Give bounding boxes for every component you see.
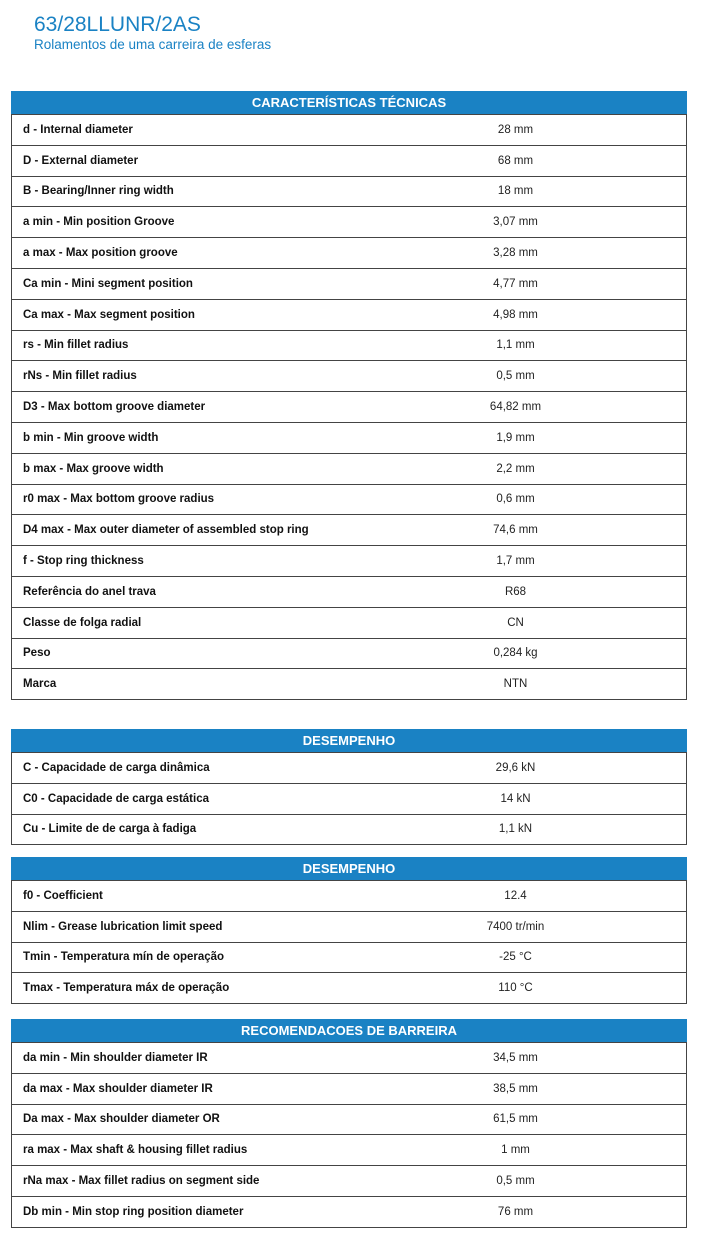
spec-label: r0 max - Max bottom groove radius (23, 493, 215, 506)
spec-label: a max - Max position groove (23, 247, 178, 260)
spec-label: C0 - Capacidade de carga estática (23, 792, 209, 805)
table-row (12, 1104, 686, 1135)
product-subtitle: Rolamentos de uma carreira de esferas (34, 37, 272, 52)
table-row (12, 1196, 686, 1227)
spec-value: 61,5 mm (493, 1113, 538, 1126)
spec-value: 4,77 mm (493, 277, 538, 290)
spec-label: Marca (23, 678, 57, 691)
spec-value: 1,9 mm (496, 431, 535, 444)
section-technical-characteristics (11, 91, 687, 700)
table-row (12, 576, 686, 607)
spec-label: Peso (23, 647, 51, 660)
spec-label: ra max - Max shaft & housing fillet radius (23, 1144, 248, 1157)
spec-value: 68 mm (497, 154, 534, 167)
table-row (12, 422, 686, 453)
section-performance-2 (11, 857, 687, 1004)
table-row (12, 360, 686, 391)
table-row (12, 299, 686, 330)
spec-label: C - Capacidade de carga dinâmica (23, 761, 210, 774)
spec-label: Referência do anel trava (23, 585, 156, 598)
spec-label: Nlim - Grease lubrication limit speed (23, 920, 223, 933)
table-row (12, 330, 686, 361)
table-row (12, 206, 686, 237)
spec-label: Cu - Limite de de carga à fadiga (23, 823, 197, 836)
spec-label: d - Internal diameter (23, 123, 133, 136)
spec-value: 29,6 kN (495, 761, 536, 774)
spec-value: 12.4 (504, 889, 527, 902)
spec-label: rs - Min fillet radius (23, 339, 129, 352)
spec-value: 3,07 mm (493, 216, 538, 229)
spec-label: Classe de folga radial (23, 616, 142, 629)
spec-label: Ca min - Mini segment position (23, 277, 193, 290)
spec-label: b min - Min groove width (23, 431, 159, 444)
spec-label: f0 - Coefficient (23, 889, 103, 902)
spec-label: f - Stop ring thickness (23, 555, 144, 568)
spec-table (11, 880, 687, 1004)
table-row (12, 814, 686, 845)
spec-label: rNa max - Max fillet radius on segment side (23, 1175, 260, 1188)
table-row (12, 911, 686, 942)
table-row (12, 638, 686, 669)
spec-value: 110 °C (498, 982, 533, 995)
table-row (12, 752, 686, 783)
spec-value: 0,5 mm (496, 1175, 535, 1188)
table-row (12, 391, 686, 422)
table-row (12, 607, 686, 638)
spec-label: Da max - Max shoulder diameter OR (23, 1113, 220, 1126)
spec-value: 1,1 mm (496, 339, 535, 352)
table-row (12, 176, 686, 207)
spec-value: 38,5 mm (493, 1082, 538, 1095)
table-row (12, 1042, 686, 1073)
spec-label: rNs - Min fillet radius (23, 370, 137, 383)
spec-value: 0,5 mm (496, 370, 535, 383)
spec-value: CN (507, 616, 524, 629)
spec-value: 3,28 mm (493, 247, 538, 260)
spec-label: D - External diameter (23, 154, 139, 167)
section-heading: DESEMPENHO (11, 857, 687, 880)
table-row (12, 514, 686, 545)
spec-table (11, 1042, 687, 1228)
section-performance (11, 729, 687, 845)
spec-value: 28 mm (497, 123, 534, 136)
table-row (12, 972, 686, 1003)
table-row (12, 668, 686, 699)
spec-value: 0,284 kg (493, 647, 538, 660)
table-row (12, 545, 686, 576)
table-row (12, 1165, 686, 1196)
spec-label: b max - Max groove width (23, 462, 164, 475)
spec-value: 18 mm (497, 185, 534, 198)
spec-label: a min - Min position Groove (23, 216, 175, 229)
spec-label: B - Bearing/Inner ring width (23, 185, 174, 198)
section-barrier-recommendations (11, 1019, 687, 1228)
table-row (12, 237, 686, 268)
table-row (12, 1134, 686, 1165)
product-title: 63/28LLUNR/2AS (34, 13, 201, 36)
section-heading: CARACTERÍSTICAS TÉCNICAS (11, 91, 687, 114)
table-row (12, 942, 686, 973)
spec-label: Db min - Min stop ring position diameter (23, 1205, 244, 1218)
spec-value: 7400 tr/min (486, 920, 545, 933)
spec-value: 1,7 mm (496, 555, 535, 568)
spec-value: 0,6 mm (496, 493, 535, 506)
spec-label: da min - Min shoulder diameter IR (23, 1051, 208, 1064)
spec-value: -25 °C (499, 951, 532, 964)
spec-label: D3 - Max bottom groove diameter (23, 401, 206, 414)
spec-table (11, 114, 687, 700)
spec-value: 34,5 mm (493, 1051, 538, 1064)
table-row (12, 1073, 686, 1104)
section-heading: RECOMENDACOES DE BARREIRA (11, 1019, 687, 1042)
spec-value: 76 mm (497, 1205, 534, 1218)
spec-value: 64,82 mm (489, 401, 542, 414)
spec-label: Ca max - Max segment position (23, 308, 195, 321)
table-row (12, 453, 686, 484)
table-row (12, 268, 686, 299)
table-row (12, 880, 686, 911)
spec-value: R68 (504, 585, 527, 598)
table-row (12, 145, 686, 176)
spec-label: Tmin - Temperatura mín de operação (23, 951, 225, 964)
spec-value: 2,2 mm (496, 462, 535, 475)
spec-value: NTN (503, 678, 528, 691)
section-heading: DESEMPENHO (11, 729, 687, 752)
table-row (12, 484, 686, 515)
table-row (12, 783, 686, 814)
spec-value: 14 kN (500, 792, 531, 805)
spec-value: 74,6 mm (493, 524, 538, 537)
spec-label: da max - Max shoulder diameter IR (23, 1082, 213, 1095)
spec-table (11, 752, 687, 845)
spec-label: D4 max - Max outer diameter of assembled stop ring (23, 524, 309, 537)
table-row (12, 114, 686, 145)
spec-value: 1 mm (501, 1144, 530, 1157)
spec-value: 4,98 mm (493, 308, 538, 321)
spec-value: 1,1 kN (498, 823, 533, 836)
spec-label: Tmax - Temperatura máx de operação (23, 982, 230, 995)
